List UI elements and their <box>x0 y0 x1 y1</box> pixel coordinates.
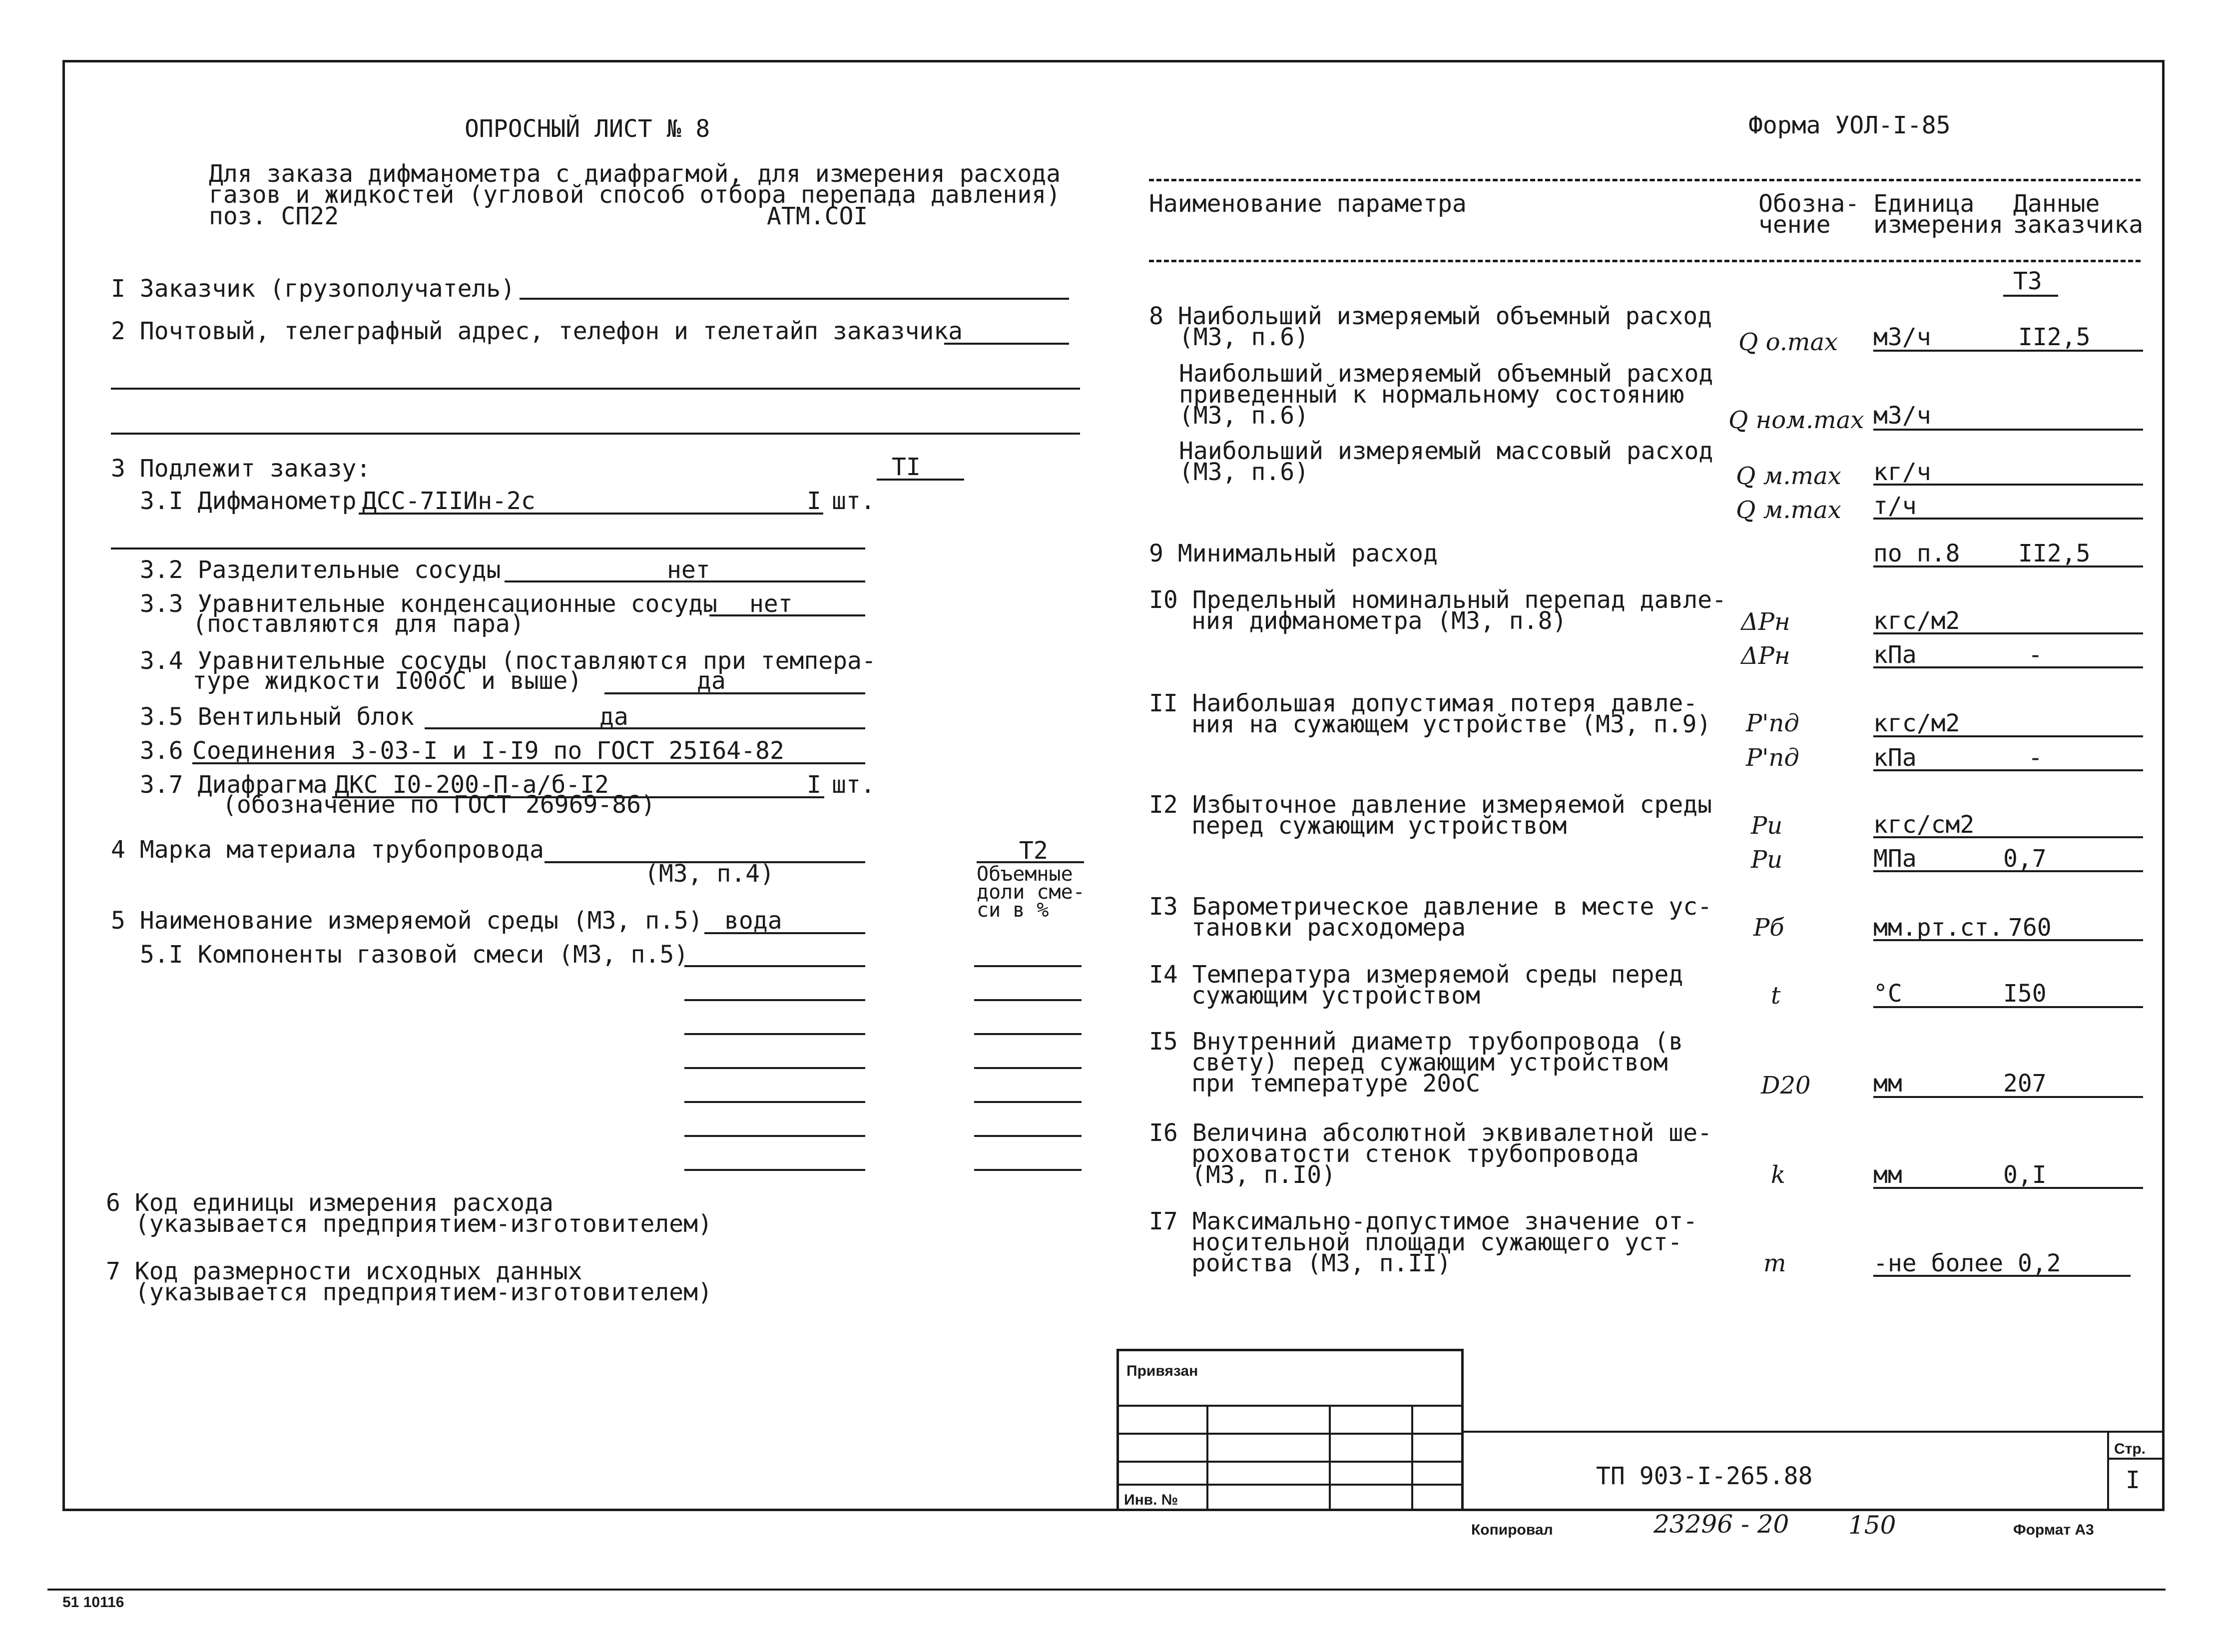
row-8c-symbol-1: Q м.max <box>1736 462 1841 490</box>
item-3-6-field <box>192 762 865 764</box>
inventory-label: Инв. № <box>1124 1492 1178 1508</box>
fraction-line-2 <box>974 999 1082 1001</box>
row-15-line2: свету) перед сужающим устройством <box>1191 1049 1668 1077</box>
row-15-unit: мм <box>1873 1070 1902 1098</box>
item-3-1-field <box>359 513 823 515</box>
row-11-symbol-2: P'пд <box>1746 744 1799 772</box>
item-2-address: 2 Почтовый, телеграфный адрес, телефон и телетайп заказчика <box>111 317 963 345</box>
row-17-symbol: m <box>1763 1249 1786 1277</box>
fraction-line-7 <box>974 1169 1082 1171</box>
row-9-unit: по п.8 <box>1873 540 1960 567</box>
row-8-unit: м3/ч <box>1873 323 1931 351</box>
item-3-3-line2: (поставляются для пара) <box>192 610 525 638</box>
gas-component-line-4 <box>684 1067 865 1069</box>
row-14-symbol: t <box>1771 982 1781 1010</box>
page-label: Стр. <box>2114 1441 2146 1457</box>
row-17-line1: I7 Максимально-допустимое значение от- <box>1149 1207 1698 1235</box>
table-header-bottom-dashes <box>1149 260 2141 262</box>
item-3-7-line2: (обозначение по ГОСТ 26969-86) <box>222 791 655 819</box>
row-11-value-2: - <box>2028 744 2043 772</box>
fraction-line-6 <box>974 1135 1082 1137</box>
row-8c-symbol-2: Q м.max <box>1736 496 1841 524</box>
row-8c-field-1 <box>1873 484 2143 486</box>
row-8-line1: 8 Наибольший измеряемый объемный расход <box>1149 302 1712 330</box>
binding-label: Привязан <box>1126 1363 1198 1379</box>
col-unit-1: Единица <box>1873 190 1975 218</box>
item-3-1-extra-line <box>111 548 865 550</box>
col-symbol-2: чение <box>1758 211 1831 239</box>
bottom-rule <box>47 1589 2166 1591</box>
item-5-value: вода <box>724 907 782 935</box>
stamp-v-2 <box>1329 1405 1331 1511</box>
row-8-value: II2,5 <box>2018 323 2091 351</box>
row-13-field <box>1873 939 2143 941</box>
row-8-field <box>1873 350 2143 352</box>
row-11-field-2 <box>1873 769 2143 771</box>
gas-component-line-7 <box>684 1169 865 1171</box>
fraction-line-5 <box>974 1101 1082 1103</box>
row-12-field-1 <box>1873 836 2143 838</box>
row-10-line1: I0 Предельный номинальный перепад давле- <box>1149 586 1726 614</box>
t1-underline <box>877 479 964 481</box>
col-data-2: заказчика <box>2013 211 2144 239</box>
row-11-symbol-1: P'пд <box>1746 709 1799 737</box>
row-12-line1: I2 Избыточное давление измеряемой среды <box>1149 791 1712 819</box>
item-3-4-value: да <box>697 667 726 695</box>
stamp-v-3 <box>1411 1405 1413 1511</box>
fractions-line-3: си в % <box>977 899 1049 922</box>
row-13-unit: мм.рт.ст. <box>1873 914 2004 942</box>
item-3-1-value: ДСС-7IIИн-2с <box>362 487 536 515</box>
row-14-unit: °С <box>1873 980 1902 1008</box>
row-8b-symbol: Q ном.max <box>1728 406 1864 434</box>
row-8b-line3: (МЗ, п.6) <box>1179 402 1309 430</box>
item-3-4-field <box>604 692 865 694</box>
fraction-line-3 <box>974 1033 1082 1035</box>
item-7-line2: (указывается предприятием-изготовителем) <box>135 1278 712 1306</box>
copy-number: 23296 - 20 <box>1654 1510 1789 1539</box>
row-12-symbol-2: Pи <box>1751 846 1783 874</box>
row-8b-line1: Наибольший измеряемый объемный расход <box>1179 360 1713 388</box>
tech-mark-t2: T2 <box>1019 837 1048 865</box>
row-16-symbol: k <box>1771 1161 1786 1189</box>
item-3-7-label: 3.7 Диафрагма <box>140 771 328 799</box>
gas-component-line-3 <box>684 1033 865 1035</box>
stamp-v-1 <box>1206 1405 1208 1511</box>
address-field-1 <box>944 343 1069 345</box>
item-3-2-label: 3.2 Разделительные сосуды <box>140 556 501 584</box>
gas-component-line-6 <box>684 1135 865 1137</box>
gas-component-line-1 <box>684 965 865 967</box>
row-8c-line2: (МЗ, п.6) <box>1179 458 1309 486</box>
row-9-value: II2,5 <box>2018 540 2091 567</box>
fraction-line-4 <box>974 1067 1082 1069</box>
fractions-line-2: доли сме- <box>977 881 1085 904</box>
document-code: ТП 903-I-265.88 <box>1596 1462 1813 1490</box>
item-3-3-value: нет <box>749 590 793 618</box>
row-12-line2: перед сужающим устройством <box>1191 812 1567 840</box>
row-11-field-1 <box>1873 735 2143 737</box>
item-3-3-line1: 3.3 Уравнительные конденсационные сосуды <box>140 590 717 618</box>
item-3-7-value: ДКС I0-200-П-а/б-I2 <box>335 771 609 799</box>
pieces-label-2: шт. <box>832 771 875 799</box>
gas-component-line-2 <box>684 999 865 1001</box>
row-10-symbol-1: ΔPн <box>1741 608 1790 636</box>
row-17-field <box>1873 1275 2131 1277</box>
item-5-medium: 5 Наименование измеряемой среды (МЗ, п.5) <box>111 907 703 935</box>
row-15-value: 207 <box>2003 1070 2047 1098</box>
row-8b-line2: приведенный к нормальному состоянию <box>1179 381 1684 409</box>
address-field-3 <box>111 433 1080 435</box>
row-8b-field <box>1873 429 2143 431</box>
row-8b-unit: м3/ч <box>1873 402 1931 430</box>
fraction-line-1 <box>974 965 1082 967</box>
item-3-4-line1: 3.4 Уравнительные сосуды (поставляются при темпера- <box>140 647 876 675</box>
row-13-symbol: Pб <box>1753 914 1784 942</box>
row-8c-unit-2: т/ч <box>1873 492 1917 520</box>
item-4-ref: (МЗ, п.4) <box>644 860 775 888</box>
copied-label: Копировал <box>1471 1522 1553 1538</box>
row-16-line2: роховатости стенок трубопровода <box>1191 1140 1639 1168</box>
gas-component-line-5 <box>684 1101 865 1103</box>
item-3-1-qty: I <box>807 487 821 515</box>
tech-mark-t3: T3 <box>2013 267 2042 295</box>
row-10-line2: ния дифманометра (МЗ, п.8) <box>1191 607 1567 635</box>
sheet-title: ОПРОСНЫЙ ЛИСТ № 8 <box>465 115 710 143</box>
row-15-symbol: D20 <box>1761 1072 1811 1100</box>
row-8-line2: (МЗ, п.6) <box>1179 323 1309 351</box>
table-top-dashes <box>1149 179 2141 181</box>
item-3-2-field <box>505 580 865 582</box>
row-8-symbol: Q o.max <box>1738 328 1838 356</box>
row-14-field <box>1873 1006 2143 1008</box>
row-16-unit: мм <box>1873 1161 1902 1189</box>
fractions-line-1: Объемные <box>977 863 1073 886</box>
tech-mark-t1: TI <box>892 453 921 481</box>
form-label: Форма УОЛ-I-85 <box>1748 111 1951 139</box>
row-15-field <box>1873 1096 2143 1098</box>
col-data-1: Данные <box>2013 190 2100 218</box>
item-3-1-label: 3.I Дифманометр <box>140 487 357 515</box>
title-block-top <box>1464 1431 2165 1433</box>
row-11-unit-1: кгс/м2 <box>1873 709 1960 737</box>
item-3-5-label: 3.5 Вентильный блок <box>140 703 415 731</box>
item-7-line1: 7 Код размерности исходных данных <box>106 1257 582 1285</box>
row-14-line2: сужающим устройством <box>1191 982 1480 1010</box>
row-11-line1: II Наибольшая допустимая потеря давле- <box>1149 689 1698 717</box>
col-unit-2: измерения <box>1873 211 2004 239</box>
copy-number-2: 150 <box>1848 1511 1896 1540</box>
t3-underline <box>2003 295 2058 297</box>
row-11-unit-2: кПа <box>1873 744 1917 772</box>
row-12-unit-2: МПа <box>1873 845 1917 873</box>
row-12-symbol-1: Pи <box>1751 812 1783 840</box>
row-10-field-2 <box>1873 666 2143 668</box>
row-15-line1: I5 Внутренний диаметр трубопровода (в <box>1149 1028 1683 1056</box>
row-13-value: 760 <box>2008 914 2052 942</box>
item-3-6-value: Соединения 3-03-I и I-I9 по ГОСТ 25I64-82 <box>192 737 784 765</box>
row-13-line2: тановки расходомера <box>1191 914 1466 942</box>
item-3-5-value: да <box>599 703 628 731</box>
bottom-code: 51 10116 <box>62 1594 124 1611</box>
row-8c-line1: Наибольший измеряемый массовый расход <box>1179 437 1713 465</box>
row-10-value-2: - <box>2028 641 2043 669</box>
page-cell-left <box>2107 1431 2109 1511</box>
pieces-label: шт. <box>832 487 875 515</box>
row-16-value: 0,I <box>2003 1161 2047 1189</box>
row-10-symbol-2: ΔPн <box>1741 642 1790 670</box>
description-line-1: Для заказа дифманометра с диафрагмой, для измерения расхода <box>209 160 1061 188</box>
item-5-1-gas-components: 5.I Компоненты газовой смеси (МЗ, п.5) <box>140 941 689 969</box>
row-11-line2: ния на сужающем устройстве (МЗ, п.9) <box>1191 710 1711 738</box>
col-symbol-1: Обозна- <box>1758 190 1860 218</box>
col-parameter-name: Наименование параметра <box>1149 190 1467 218</box>
item-3-5-field <box>425 727 865 729</box>
row-15-line3: при температуре 20оС <box>1191 1070 1480 1098</box>
item-6-line2: (указывается предприятием-изготовителем) <box>135 1210 712 1238</box>
item-3-2-value: нет <box>667 556 710 584</box>
row-8c-field-2 <box>1873 518 2143 520</box>
row-12-value-2: 0,7 <box>2003 845 2047 873</box>
row-10-unit-1: кгс/м2 <box>1873 607 1960 635</box>
item-3-6-number: 3.6 <box>140 737 183 765</box>
customer-field <box>520 298 1069 300</box>
item-3-order: 3 Подлежит заказу: <box>111 455 371 483</box>
description-line-3: поз. СП22 <box>209 202 339 230</box>
item-1-customer: I Заказчик (грузополучатель) <box>111 275 516 303</box>
item-3-7-qty: I <box>807 771 821 799</box>
row-9-field <box>1873 565 2143 567</box>
row-12-unit-1: кгс/см2 <box>1873 811 1975 839</box>
row-10-unit-2: кПа <box>1873 641 1917 669</box>
row-17-value: -не более 0,2 <box>1873 1249 2061 1277</box>
project-code: АТМ.СОI <box>767 202 868 230</box>
row-16-field <box>1873 1187 2143 1189</box>
row-13-line1: I3 Барометрическое давление в месте ус- <box>1149 893 1712 921</box>
item-5-field <box>704 932 865 934</box>
row-16-line3: (МЗ, п.I0) <box>1191 1161 1336 1189</box>
page-number: I <box>2126 1466 2140 1494</box>
row-10-field-1 <box>1873 632 2143 634</box>
format-label: Формат А3 <box>2013 1522 2094 1538</box>
row-12-field-2 <box>1873 870 2143 872</box>
item-3-4-line2: туре жидкости I00оС и выше) <box>192 667 582 695</box>
row-16-line1: I6 Величина абсолютной эквивалетной ше- <box>1149 1119 1712 1147</box>
item-4-pipe-material: 4 Марка материала трубопровода <box>111 836 544 864</box>
item-6-line1: 6 Код единицы измерения расхода <box>106 1189 553 1217</box>
row-17-line2: носительной площади сужающего уст- <box>1191 1228 1682 1256</box>
item-3-3-field <box>709 614 865 616</box>
row-8c-unit-1: кг/ч <box>1873 458 1931 486</box>
row-9-label: 9 Минимальный расход <box>1149 540 1438 567</box>
address-field-2 <box>111 388 1080 390</box>
row-14-value: I50 <box>2003 980 2047 1008</box>
row-14-line1: I4 Температура измеряемой среды перед <box>1149 961 1683 989</box>
row-17-line3: ройства (МЗ, п.II) <box>1191 1249 1452 1277</box>
description-line-2: газов и жидкостей (угловой способ отбора перепада давления) <box>209 181 1061 209</box>
